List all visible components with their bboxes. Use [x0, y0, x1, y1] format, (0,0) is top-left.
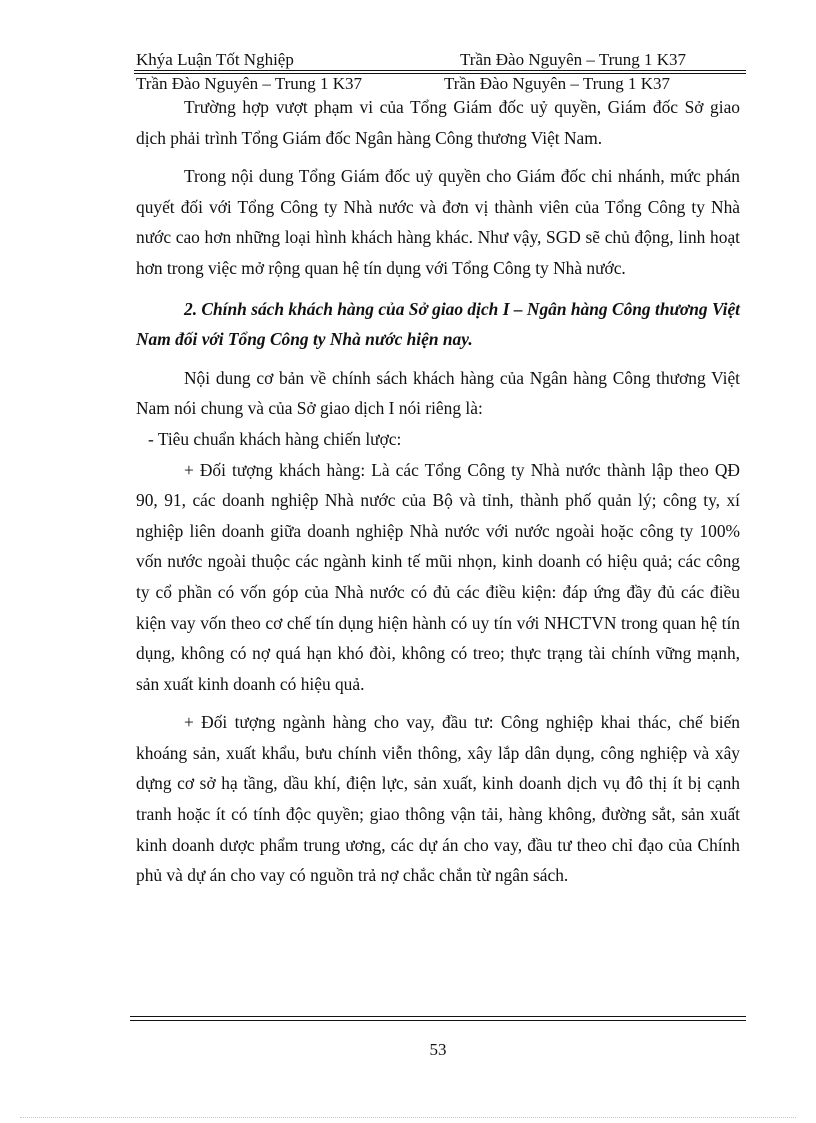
list-item: + Đối tượng ngành hàng cho vay, đầu tư: Công nghiệp khai thác, chế biến khoáng sản, xuất khẩu, bưu chính viễn thông, xây lắp dân dụng, công nghiệp và xây dựng cơ sở hạ tầng, dầu khí, điện lực, sản xuất, kinh doanh dịch vụ đô thị ít bị cạnh tranh hoặc ít có tính độc quyền; giao thông vận tải, hàng không, đường sắt, sản xuất kinh doanh dược phẩm trung ương, các dự án cho vay, đầu tư theo chỉ đạo của Chính phủ và dự án cho vay có nguồn trả nợ chắc chắn từ ngân sách. [136, 712, 740, 886]
list-item: - Tiêu chuẩn khách hàng chiến lược: [148, 428, 402, 449]
page-number: 53 [429, 1040, 447, 1059]
list-item: + Đối tượng khách hàng: Là các Tổng Công ty Nhà nước thành lập theo QĐ 90, 91, các doanh nghiệp Nhà nước của Bộ và tỉnh, thành phố quản lý; công ty, xí nghiệp liên doanh giữa doanh nghiệp Nhà nước với nước ngoài hoặc công ty 100% vốn nước ngoài thuộc các ngành kinh tế mũi nhọn, kinh doanh có hiệu quả; các công ty cổ phần có vốn góp của Nhà nước có đủ các điều kiện: đáp ứng đầy đủ các điều kiện vay vốn theo cơ chế tín dụng hiện hành có uy tín với NHCTVN trong quan hệ tín dụng, không có nợ quá hạn khó đòi, không có treo; thực trạng tài chính vững mạnh, sản xuất kinh doanh có hiệu quả. [136, 459, 740, 694]
header-author: Trần Đào Nguyên – Trung 1 K37 [460, 50, 687, 69]
footer-rule-thin [130, 1020, 746, 1021]
page-edge-dotted-line [20, 1117, 796, 1118]
footer-rule [130, 1016, 746, 1017]
header-thesis-title: Khýa Luận Tốt Nghiệp [136, 50, 294, 69]
paragraph: Trong nội dung Tổng Giám đốc uỷ quyền cho Giám đốc chi nhánh, mức phán quyết đối với Tổng Công ty Nhà nước và đơn vị thành viên của Tổng Công ty Nhà nước cao hơn những loại hình khách hàng khác. Như vậy, SGD sẽ chủ động, linh hoạt hơn trong việc mở rộng quan hệ tín dụng với Tổng Công ty Nhà nước. [136, 166, 740, 278]
header-author-repeat-left: Trần Đào Nguyên – Trung 1 K37 [136, 74, 363, 93]
header-author-repeat-right: Trần Đào Nguyên – Trung 1 K37 [444, 74, 671, 93]
section-heading: 2. Chính sách khách hàng của Sở giao dịch I – Ngân hàng Công thương Việt Nam đối với Tổng Công ty Nhà nước hiện nay. [136, 298, 740, 350]
header-rule [134, 70, 746, 71]
paragraph: Nội dung cơ bản về chính sách khách hàng của Ngân hàng Công thương Việt Nam nói chung và của Sở giao dịch I nói riêng là: [136, 367, 740, 419]
body-text [136, 92, 740, 891]
paragraph: Trường hợp vượt phạm vi của Tổng Giám đốc uỷ quyền, Giám đốc Sở giao dịch phải trình Tổng Giám đốc Ngân hàng Công thương Việt Nam. [136, 97, 740, 148]
